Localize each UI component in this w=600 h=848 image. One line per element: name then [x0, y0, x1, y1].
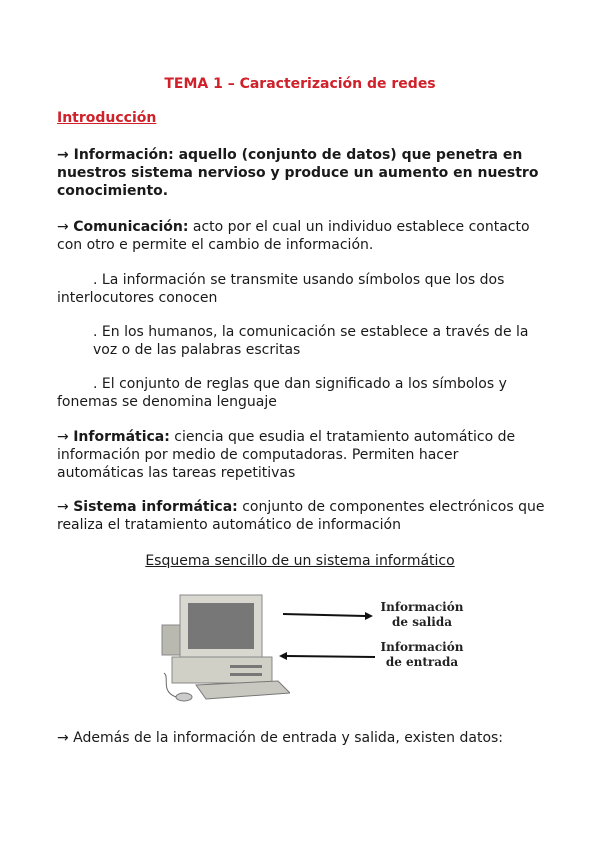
- bullet-humanos: . En los humanos, la comunicación se establece a través de la voz o de las palabras escritas: [93, 324, 529, 358]
- term: Informática:: [73, 429, 170, 445]
- input-label: Información de entrada: [380, 640, 464, 669]
- section-heading: Introducción: [57, 110, 157, 126]
- computer-diagram: [150, 585, 470, 705]
- figure-caption: Esquema sencillo de un sistema informático: [145, 553, 455, 569]
- paragraph-datos: → Además de la información de entrada y salida, existen datos:: [57, 730, 504, 746]
- term: Comunicación:: [73, 219, 189, 235]
- computer-icon: [150, 585, 290, 705]
- paragraph-informatica: → Informática: ciencia que esudia el tratamiento automático de información por medio de computadoras. Permiten hacer automáticas las tareas repetitivas: [57, 429, 516, 481]
- page-title: TEMA 1 – Caracterización de redes: [164, 76, 436, 92]
- bullet-lenguaje: . El conjunto de reglas que dan significado a los símbolos y fonemas se denomina lenguaje: [57, 376, 507, 410]
- paragraph-comunicacion: → Comunicación: acto por el cual un individuo establece contacto con otro e permite el cambio de información.: [57, 219, 530, 253]
- paragraph-sistema-informatico: → Sistema informática: conjunto de componentes electrónicos que realiza el tratamiento automático de información: [57, 499, 545, 533]
- paragraph-informacion: → Información: aquello (conjunto de datos) que penetra en nuestros sistema nervioso y produce un aumento en nuestro conocimiento.: [57, 147, 539, 199]
- bullet-simbolos: . La información se transmite usando símbolos que los dos interlocutores conocen: [57, 272, 505, 306]
- term: Sistema informática:: [73, 499, 238, 515]
- output-label: Información de salida: [380, 600, 464, 629]
- arrows: [275, 585, 375, 705]
